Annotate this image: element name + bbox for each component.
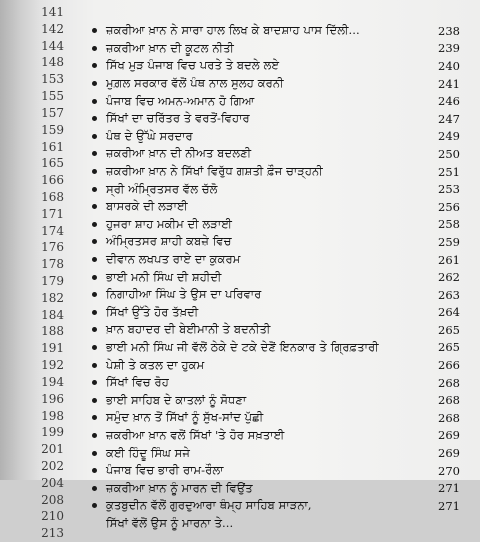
left-page-numbers bbox=[26, 0, 70, 542]
left-page-number: 184 bbox=[41, 307, 64, 322]
left-page-number: 144 bbox=[41, 38, 64, 53]
toc-entry-title: ਭਾਈ ਮਨੀ ਸਿੰਘ ਦੀ ਸ਼ਹੀਦੀ bbox=[106, 269, 222, 284]
left-page-number: 202 bbox=[41, 458, 64, 473]
toc-entry bbox=[92, 22, 460, 40]
toc-entry-page: 271 bbox=[438, 481, 460, 496]
toc-entry-title: ਕੁਤਬੁਦੀਨ ਵੱਲੋਂ ਗੁਰਦੁਆਰਾ ਥੰਮ੍ਹ ਸਾਹਿਬ ਸਾੜਨਾ, bbox=[106, 498, 312, 513]
toc-entry-page: 249 bbox=[438, 129, 460, 144]
toc-entry-page: 265 bbox=[438, 340, 460, 355]
toc-entry-title: ਜ਼ਕਰੀਆ ਖ਼ਾਨ ਦੀ ਕੂਟਲ ਨੀਤੀ bbox=[106, 40, 234, 55]
bullet-icon bbox=[92, 345, 97, 350]
bullet-icon bbox=[92, 239, 97, 244]
toc-entry bbox=[92, 92, 460, 110]
toc-entry-title: ਦੀਵਾਨ ਲਖਪਤ ਰਾਏ ਦਾ ਕੁਕਰਮ bbox=[106, 252, 241, 267]
toc-entry bbox=[92, 75, 460, 93]
toc-entry-page: 262 bbox=[438, 270, 460, 285]
toc-entry bbox=[92, 497, 460, 515]
toc-entry bbox=[92, 391, 460, 409]
toc-entry-title: ਸਮੁੰਦ ਖ਼ਾਨ ਤੋਂ ਸਿੱਖਾਂ ਨੂੰ ਸੁੱਖ-ਸਾਂਦ ਪੁੱਛੀ bbox=[106, 410, 264, 425]
left-page-number: 176 bbox=[41, 240, 64, 255]
toc-entry bbox=[92, 128, 460, 146]
bullet-icon bbox=[92, 363, 97, 368]
toc-entry-page: 251 bbox=[438, 164, 460, 179]
toc-entry-page: 247 bbox=[438, 111, 460, 126]
toc-entry bbox=[92, 198, 460, 216]
bullet-icon bbox=[92, 398, 97, 403]
toc-entry bbox=[92, 110, 460, 128]
toc-entry bbox=[92, 268, 460, 286]
bullet-icon bbox=[92, 46, 97, 51]
toc-entry-title: ਬਾਸਰਕੇ ਦੀ ਲੜਾਈ bbox=[106, 199, 188, 214]
toc-entry-title: ਖ਼ਾਨ ਬਹਾਦਰ ਦੀ ਬੇਈਮਾਨੀ ਤੇ ਬਦਨੀਤੀ bbox=[106, 322, 271, 337]
bullet-icon bbox=[92, 222, 97, 227]
toc-entry-page: 246 bbox=[438, 94, 460, 109]
toc-entry-title: ਸਿੱਖਾਂ ਵਿਚ ਰੋਹ bbox=[106, 375, 169, 390]
toc-entry bbox=[92, 479, 460, 497]
toc-entry-title: ਜ਼ਕਰੀਆ ਖ਼ਾਨ ਨੇ ਸਾਰਾ ਹਾਲ ਲਿਖ ਕੇ ਬਾਦਸ਼ਾਹ ਪਾਸ ਦਿੱਲੀ... bbox=[106, 23, 360, 38]
bullet-icon bbox=[92, 169, 97, 174]
left-page-number: 208 bbox=[41, 492, 64, 507]
toc-entry bbox=[92, 163, 460, 181]
toc-entry-title: ਸਿੱਖਾਂ ਉੱਤੇ ਹੋਰ ਤੱਖ਼ਦੀ bbox=[106, 304, 199, 319]
toc-entry-title: ਅੰਮ੍ਰਿਤਸਰ ਸ਼ਾਹੀ ਕਬਜ਼ੇ ਵਿਚ bbox=[106, 234, 232, 249]
left-page-number: 168 bbox=[41, 189, 64, 204]
toc-entry-page: 261 bbox=[438, 252, 460, 267]
left-page-number: 159 bbox=[41, 122, 64, 137]
left-page-number: 198 bbox=[41, 408, 64, 423]
table-of-contents bbox=[92, 22, 460, 532]
toc-entry-page: 268 bbox=[438, 410, 460, 425]
bullet-icon bbox=[92, 327, 97, 332]
left-page-number: 188 bbox=[41, 324, 64, 339]
bullet-icon bbox=[92, 292, 97, 297]
toc-entry-page: 258 bbox=[438, 217, 460, 232]
bullet-icon bbox=[92, 310, 97, 315]
toc-entry-title: ਹੁਜਰਾ ਸ਼ਾਹ ਮਕੀਮ ਦੀ ਲੜਾਈ bbox=[106, 216, 232, 231]
toc-entry-page: 250 bbox=[438, 146, 460, 161]
toc-entry-page: 263 bbox=[438, 287, 460, 302]
toc-entry-page: 239 bbox=[438, 41, 460, 56]
left-page-number: 191 bbox=[41, 341, 64, 356]
toc-entry bbox=[92, 145, 460, 163]
bullet-icon bbox=[92, 275, 97, 280]
toc-entry-title: ਸਿੱਖਾਂ ਵੱਲੋਂ ਉਸ ਨੂੰ ਮਾਰਨਾ ਤੇ... bbox=[106, 515, 234, 530]
left-page-number: 192 bbox=[41, 358, 64, 373]
toc-entry-title: ਸ੍ਰੀ ਅੰਮ੍ਰਿਤਸਰ ਵੱਲ ਚੱਲੋ bbox=[106, 181, 218, 196]
left-page-number: 148 bbox=[41, 55, 64, 70]
toc-entry bbox=[92, 40, 460, 58]
bullet-icon bbox=[92, 451, 97, 456]
toc-entry bbox=[92, 286, 460, 304]
left-page-number: 213 bbox=[41, 526, 64, 541]
toc-entry-page: 268 bbox=[438, 393, 460, 408]
toc-entry-page: 268 bbox=[438, 375, 460, 390]
left-page-number: 161 bbox=[41, 139, 64, 154]
toc-entry-page: 271 bbox=[438, 498, 460, 513]
left-page-number: 142 bbox=[41, 21, 64, 36]
toc-entry bbox=[92, 304, 460, 322]
toc-entry bbox=[92, 462, 460, 480]
left-page-number: 210 bbox=[41, 509, 64, 524]
toc-entry-title: ਪੰਜਾਬ ਵਿਚ ਭਾਰੀ ਰਾਮ-ਰੌਲਾ bbox=[106, 463, 224, 478]
toc-entry bbox=[92, 216, 460, 234]
left-page-number: 166 bbox=[41, 173, 64, 188]
bullet-icon bbox=[92, 63, 97, 68]
toc-entry-title: ਭਾਈ ਮਨੀ ਸਿੰਘ ਜੀ ਵੱਲੋਂ ਠੇਕੇ ਦੇ ਟਕੇ ਦੇਣੋਂ ਇਨਕਾਰ ਤੇ ਗ੍ਰਿਫ਼ਤਾਰੀ bbox=[106, 339, 379, 354]
toc-entry-page: 259 bbox=[438, 234, 460, 249]
toc-entry-page: 270 bbox=[438, 463, 460, 478]
bullet-icon bbox=[92, 187, 97, 192]
left-page-number: 165 bbox=[41, 156, 64, 171]
left-page-number: 157 bbox=[41, 105, 64, 120]
bullet-icon bbox=[92, 28, 97, 33]
left-page-number: 201 bbox=[41, 442, 64, 457]
toc-entry-page: 240 bbox=[438, 58, 460, 73]
toc-entry-title: ਜ਼ਕਰੀਆ ਖ਼ਾਨ ਨੇ ਸਿੱਖਾਂ ਵਿਰੁੱਧ ਗਸ਼ਤੀ ਫ਼ੌਜ ਚਾੜ੍ਹਨੀ bbox=[106, 164, 323, 179]
toc-entry-title: ਜ਼ਕਰੀਆ ਖ਼ਾਨ ਦੀ ਨੀਅਤ ਬਦਲਣੀ bbox=[106, 146, 252, 161]
toc-entry-title: ਪੇਸ਼ੀ ਤੇ ਕਤਲ ਦਾ ਹੁਕਮ bbox=[106, 357, 205, 372]
bullet-icon bbox=[92, 204, 97, 209]
toc-entry-page: 238 bbox=[438, 23, 460, 38]
left-page-number: 199 bbox=[41, 425, 64, 440]
toc-entry-title: ਜ਼ਕਰੀਆ ਖ਼ਾਨ ਵਲੋਂ ਸਿੱਖਾਂ 'ਤੇ ਹੋਰ ਸਖ਼ਤਾਈ bbox=[106, 427, 285, 442]
bullet-icon bbox=[92, 116, 97, 121]
toc-entry bbox=[92, 233, 460, 251]
bullet-icon bbox=[92, 81, 97, 86]
left-page-number: 141 bbox=[41, 5, 64, 19]
toc-entry bbox=[92, 515, 460, 533]
toc-entry-page: 253 bbox=[438, 182, 460, 197]
toc-entry-title: ਜ਼ਕਰੀਆ ਖ਼ਾਨ ਨੂੰ ਮਾਰਨ ਦੀ ਵਿਉਂਤ bbox=[106, 480, 253, 495]
left-page-number: 179 bbox=[41, 274, 64, 288]
left-page-number: 182 bbox=[41, 290, 64, 305]
toc-entry-title: ਭਾਈ ਸਾਹਿਬ ਦੇ ਕਾਤਲਾਂ ਨੂੰ ਸੋਧਣਾ bbox=[106, 392, 247, 407]
toc-entry bbox=[92, 180, 460, 198]
toc-entry-title: ਪੰਜਾਬ ਵਿਚ ਅਮਨ-ਅਮਾਨ ਹੋ ਗਿਆ bbox=[106, 93, 255, 108]
toc-entry-title: ਪੰਥ ਦੇ ਉੱਘੇ ਸਰਦਾਰ bbox=[106, 128, 193, 143]
bullet-icon bbox=[92, 486, 97, 491]
left-page-number: 178 bbox=[41, 257, 64, 272]
toc-entry bbox=[92, 251, 460, 269]
toc-entry bbox=[92, 57, 460, 75]
toc-entry bbox=[92, 356, 460, 374]
toc-entry bbox=[92, 339, 460, 357]
left-page-number: 171 bbox=[41, 206, 64, 221]
bullet-icon bbox=[92, 134, 97, 139]
toc-entry bbox=[92, 444, 460, 462]
left-page-number: 153 bbox=[41, 72, 64, 87]
toc-entry bbox=[92, 409, 460, 427]
bullet-icon bbox=[92, 468, 97, 473]
toc-entry bbox=[92, 427, 460, 445]
bullet-icon bbox=[92, 415, 97, 420]
bullet-icon bbox=[92, 433, 97, 438]
bullet-icon bbox=[92, 380, 97, 385]
toc-entry bbox=[92, 321, 460, 339]
toc-entry-page: 269 bbox=[438, 446, 460, 461]
toc-entry-page: 264 bbox=[438, 305, 460, 320]
toc-entry-page: 265 bbox=[438, 322, 460, 337]
left-page-number: 196 bbox=[41, 391, 64, 406]
left-page-number: 155 bbox=[41, 89, 64, 104]
bullet-icon bbox=[92, 99, 97, 104]
bullet-icon bbox=[92, 151, 97, 156]
toc-entry-title: ਸਿੱਖਾਂ ਦਾ ਚਰਿੱਤਰ ਤੇ ਵਰਤੋਂ-ਵਿਹਾਰ bbox=[106, 111, 250, 126]
toc-entry-page: 256 bbox=[438, 199, 460, 214]
toc-entry-page: 241 bbox=[438, 76, 460, 91]
toc-entry-title: ਸਿੱਖ ਮੁੜ ਪੰਜਾਬ ਵਿਚ ਪਰਤੇ ਤੇ ਬਦਲੇ ਲਏ bbox=[106, 58, 280, 73]
left-page-number: 174 bbox=[41, 223, 64, 238]
toc-entry-page: 266 bbox=[438, 358, 460, 373]
left-page-number: 194 bbox=[41, 374, 64, 389]
toc-entry bbox=[92, 374, 460, 392]
toc-entry-title: ਮੁਗ਼ਲ ਸਰਕਾਰ ਵੱਲੋਂ ਪੰਥ ਨਾਲ ਸੁਲਹ ਕਰਨੀ bbox=[106, 76, 284, 91]
toc-entry-page: 269 bbox=[438, 428, 460, 443]
bullet-icon bbox=[92, 257, 97, 262]
toc-entry-title: ਨਿਗਾਹੀਆ ਸਿੰਘ ਤੇ ਉਸ ਦਾ ਪਰਿਵਾਰ bbox=[106, 287, 262, 302]
toc-entry-title: ਕਈ ਹਿੰਦੂ ਸਿੰਘ ਸਜੇ bbox=[106, 445, 191, 460]
bullet-icon bbox=[92, 503, 97, 508]
left-page-number: 204 bbox=[41, 475, 64, 490]
